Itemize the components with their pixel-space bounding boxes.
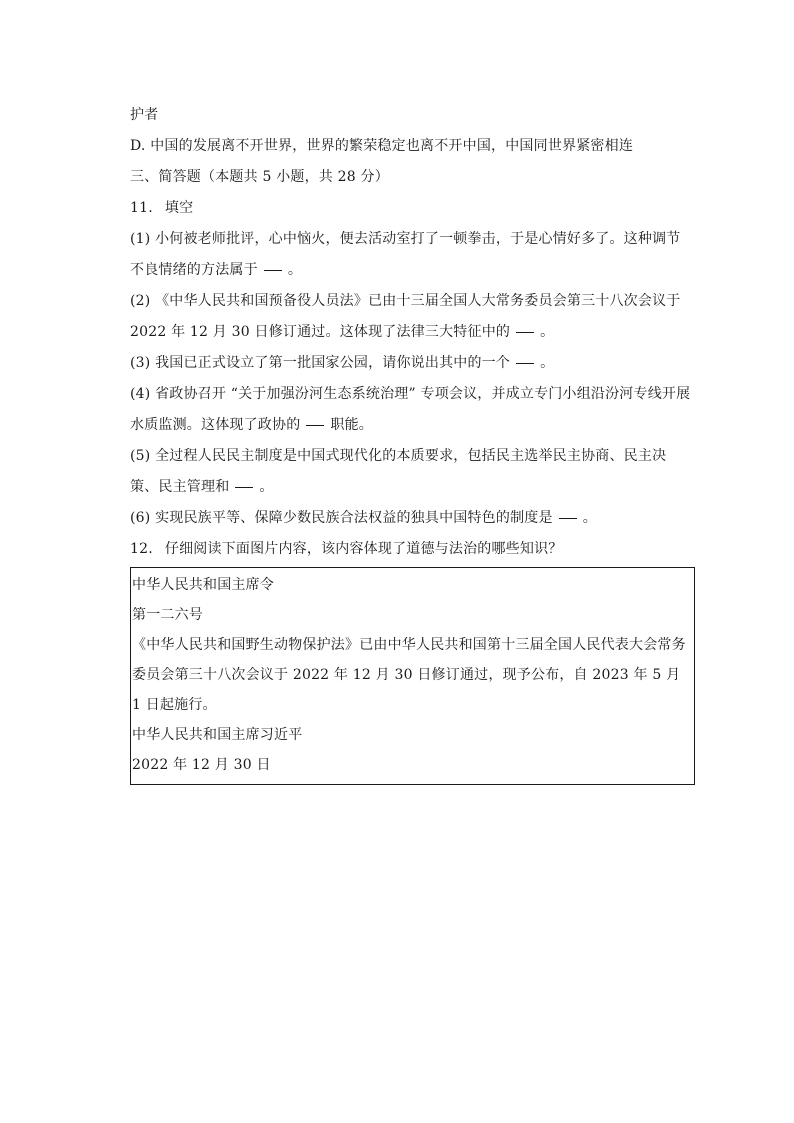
q11-item-4 <box>130 379 694 441</box>
item-text: (3) 我国已正式设立了第一批国家公园，请你说出其中的一个 <box>130 355 511 371</box>
item-tail: 。 <box>582 510 597 526</box>
question-title: 填空 <box>164 200 194 216</box>
continued-text: 护者 <box>130 107 159 123</box>
order-body: 《中华人民共和国野生动物保护法》已由中华人民共和国第十三届全国人民代表大会常务委员会第三十八次会议于 2022 年 12 月 30 日修订通过，现予公布，自 2023 年 5 月 1 日起施行。 <box>132 637 686 713</box>
q11-item-6 <box>130 503 694 534</box>
item-tail: 。 <box>540 355 555 371</box>
answer-blank[interactable] <box>516 362 534 364</box>
item-text: (4) 省政协召开 “关于加强汾河生态系统治理” 专项会议，并成立专门小组沿汾河专线开展水质监测。这体现了政协的 <box>130 386 691 433</box>
item-tail: 职能。 <box>330 417 374 433</box>
page-content <box>130 100 694 785</box>
item-text: (1) 小何被老师批评，心中恼火，便去活动室打了一顿拳击，于是心情好多了。这种调节不良情绪的方法属于 <box>130 231 681 278</box>
question-11-header <box>130 193 694 224</box>
order-title: 中华人民共和国主席令 <box>132 577 274 593</box>
question-number: 12. <box>130 541 153 557</box>
q11-item-2 <box>130 286 694 348</box>
order-signature: 中华人民共和国主席习近平 <box>132 727 303 743</box>
question-title: 仔细阅读下面图片内容，该内容体现了道德与法治的哪些知识？ <box>164 541 563 557</box>
answer-blank[interactable] <box>264 269 282 271</box>
item-text: (5) 全过程人民民主制度是中国式现代化的本质要求，包括民主选举民主协商、民主决策、民主管理和 <box>130 448 667 495</box>
option-d: D. 中国的发展离不开世界，世界的繁荣稳定也离不开中国，中国同世界紧密相连 <box>130 138 634 154</box>
item-tail: 。 <box>287 262 303 278</box>
answer-blank[interactable] <box>516 331 534 333</box>
question-12-header <box>130 534 694 565</box>
section-heading: 三、简答题（本题共 5 小题，共 28 分） <box>130 169 389 185</box>
item-text: (2) 《中华人民共和国预备役人员法》已由十三届全国人大常务委员会第三十八次会议于2022 年 12 月 30 日修订通过。这体现了法律三大特征中的 <box>130 293 681 340</box>
item-text: (6) 实现民族平等、保障少数民族合法权益的独具中国特色的制度是 <box>130 510 553 526</box>
order-date: 2022 年 12 月 30 日 <box>132 757 271 773</box>
question-number: 11. <box>130 200 153 216</box>
item-tail: 。 <box>540 324 555 340</box>
answer-blank[interactable] <box>306 424 324 426</box>
q11-item-1 <box>130 224 694 286</box>
q11-item-3 <box>130 348 694 379</box>
order-number: 第一二六号 <box>132 607 203 623</box>
item-tail: 。 <box>259 479 274 495</box>
answer-blank[interactable] <box>559 517 577 519</box>
q11-item-5 <box>130 441 694 503</box>
presidential-order-box <box>130 567 695 785</box>
answer-blank[interactable] <box>235 486 253 488</box>
